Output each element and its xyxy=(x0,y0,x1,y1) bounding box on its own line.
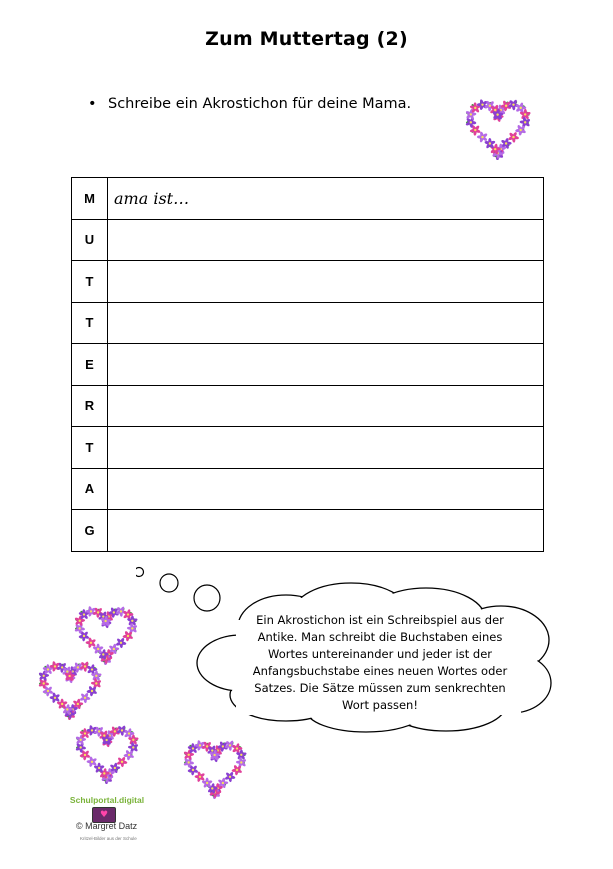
acrostic-row xyxy=(72,344,544,386)
bullet-marker: • xyxy=(88,96,97,112)
brand-logo xyxy=(62,795,152,855)
brand-subtitle: Kritzel-Bilder aus der Schule xyxy=(80,836,137,841)
acrostic-line xyxy=(108,427,544,469)
acrostic-row xyxy=(72,302,544,344)
instruction-text: Schreibe ein Akrostichon für deine Mama. xyxy=(108,96,412,112)
explanation-line: Wort passen! xyxy=(342,698,418,712)
acrostic-row xyxy=(72,427,544,469)
acrostic-letter: R xyxy=(72,385,108,427)
acrostic-line xyxy=(108,344,544,386)
instruction-item xyxy=(88,96,411,112)
acrostic-letter: E xyxy=(72,344,108,386)
explanation-line: Wortes untereinander und jeder ist der xyxy=(268,647,492,661)
explanation-line: Anfangsbuchstabe eines neuen Wortes oder xyxy=(252,664,508,678)
acrostic-line xyxy=(108,510,544,552)
acrostic-line xyxy=(108,385,544,427)
heart-wreath-icon xyxy=(70,720,144,784)
acrostic-letter: T xyxy=(72,427,108,469)
acrostic-letter: M xyxy=(72,178,108,220)
explanation-line: Ein Akrostichon ist ein Schreibspiel aus der xyxy=(256,613,504,627)
acrostic-letter: T xyxy=(72,302,108,344)
acrostic-line: ama ist… xyxy=(108,178,544,220)
page-title: Zum Muttertag (2) xyxy=(205,28,408,50)
acrostic-line xyxy=(108,468,544,510)
copyright-text: © Margret Datz xyxy=(76,821,138,831)
acrostic-letter: A xyxy=(72,468,108,510)
screen-heart-icon: ♥ xyxy=(92,807,116,823)
heart-wreath-icon xyxy=(178,735,252,799)
brand-name: Schulportal.digital xyxy=(69,795,145,805)
acrostic-row xyxy=(72,219,544,261)
heart-wreath-icon xyxy=(459,94,537,160)
acrostic-table xyxy=(71,177,544,552)
acrostic-explanation xyxy=(232,612,528,714)
acrostic-row xyxy=(72,468,544,510)
acrostic-line xyxy=(108,219,544,261)
acrostic-letter: G xyxy=(72,510,108,552)
acrostic-row xyxy=(72,178,544,220)
explanation-line: Antike. Man schreibt die Buchstaben eines xyxy=(257,630,503,644)
acrostic-line xyxy=(108,302,544,344)
acrostic-row xyxy=(72,510,544,552)
heart-wreath-icon xyxy=(33,656,107,720)
explanation-line: Satzes. Die Sätze müssen zum senkrechten xyxy=(254,681,506,695)
acrostic-letter: U xyxy=(72,219,108,261)
acrostic-letter: T xyxy=(72,261,108,303)
acrostic-row xyxy=(72,261,544,303)
acrostic-line xyxy=(108,261,544,303)
acrostic-row xyxy=(72,385,544,427)
